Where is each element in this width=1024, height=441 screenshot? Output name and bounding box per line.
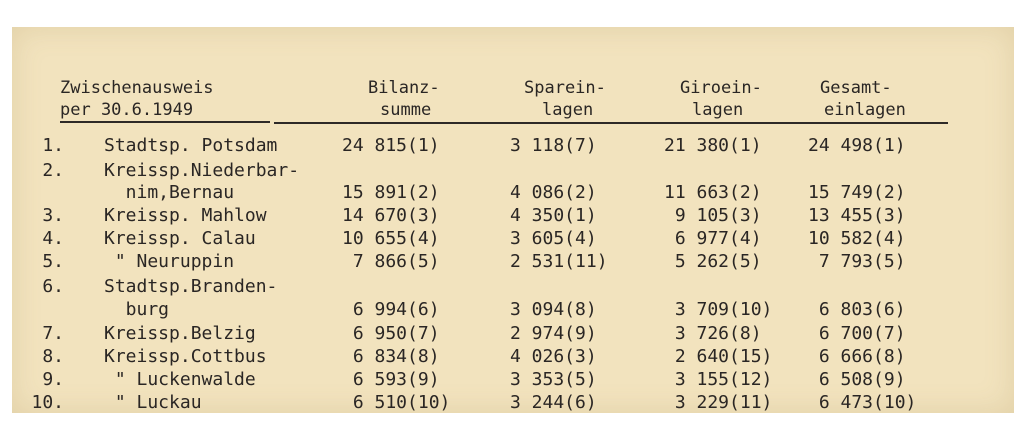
gesamt-value: 6 473(10): [808, 392, 917, 413]
col-giro-header-1: Giroein-: [680, 78, 762, 98]
gesamt-value: 6 803(6): [808, 299, 906, 320]
row-number: 7.: [42, 323, 64, 344]
row-label: " Luckenwalde: [104, 369, 256, 390]
spar-value: 3 353(5): [510, 369, 597, 390]
row-number: 9.: [42, 369, 64, 390]
gesamt-value: 7 793(5): [808, 251, 906, 272]
table-row: [12, 228, 1014, 250]
gesamt-value: 6 666(8): [808, 346, 906, 367]
spar-value: 3 244(6): [510, 392, 597, 413]
table-row: [12, 205, 1014, 227]
table-row: [12, 369, 1014, 391]
row-label: Kreissp. Mahlow: [104, 205, 267, 226]
giro-value: 6 977(4): [664, 228, 762, 249]
header-underline: [274, 122, 948, 124]
row-label: Kreissp.Belzig: [104, 323, 256, 344]
row-number: 10.: [31, 392, 64, 413]
col-giro-header-2: lagen: [692, 100, 744, 120]
bilanz-value: 14 670(3): [342, 205, 440, 226]
col-gesamt-header-1: Gesamt-: [820, 78, 892, 98]
title-underline: [60, 121, 270, 123]
giro-value: 11 663(2): [664, 182, 762, 203]
spar-value: 4 350(1): [510, 205, 597, 226]
table-row: [12, 251, 1014, 273]
giro-value: 3 709(10): [664, 299, 773, 320]
row-number: 1.: [42, 135, 64, 156]
bilanz-value: 6 994(6): [342, 299, 440, 320]
row-label: nim,Bernau: [104, 182, 235, 203]
row-number: 3.: [42, 205, 64, 226]
row-label: Stadtsp. Potsdam: [104, 135, 278, 156]
row-number: 6.: [42, 276, 64, 297]
row-label: " Neuruppin: [104, 251, 235, 272]
title-line-2: per 30.6.1949: [60, 100, 194, 120]
spar-value: 3 094(8): [510, 299, 597, 320]
table-row: [12, 299, 1014, 321]
row-label: Kreissp.Cottbus: [104, 346, 267, 367]
col-spar-header-2: lagen: [542, 100, 594, 120]
spar-value: 2 974(9): [510, 323, 597, 344]
col-spar-header-1: Sparein-: [524, 78, 606, 98]
table-row: [12, 135, 1014, 157]
title-line-1: Zwischenausweis: [60, 78, 214, 98]
gesamt-value: 15 749(2): [808, 182, 906, 203]
giro-value: 21 380(1): [664, 135, 762, 156]
giro-value: 9 105(3): [664, 205, 762, 226]
col-bilanz-header-2: summe: [380, 100, 432, 120]
table-row: [12, 160, 1014, 182]
gesamt-value: 24 498(1): [808, 135, 906, 156]
spar-value: 4 086(2): [510, 182, 597, 203]
bilanz-value: 7 866(5): [342, 251, 440, 272]
table-row: [12, 346, 1014, 368]
giro-value: 2 640(15): [664, 346, 773, 367]
gesamt-value: 10 582(4): [808, 228, 906, 249]
row-label: Kreissp. Calau: [104, 228, 256, 249]
giro-value: 3 155(12): [664, 369, 773, 390]
row-number: 8.: [42, 346, 64, 367]
gesamt-value: 13 455(3): [808, 205, 906, 226]
row-label: Kreissp.Niederbar-: [104, 160, 300, 181]
gesamt-value: 6 700(7): [808, 323, 906, 344]
bilanz-value: 6 834(8): [342, 346, 440, 367]
table-row: [12, 276, 1014, 298]
table-row: [12, 392, 1014, 414]
row-number: 2.: [42, 160, 64, 181]
bilanz-value: 6 510(10): [342, 392, 451, 413]
spar-value: 3 605(4): [510, 228, 597, 249]
row-number: 4.: [42, 228, 64, 249]
bilanz-value: 6 950(7): [342, 323, 440, 344]
spar-value: 4 026(3): [510, 346, 597, 367]
bilanz-value: 6 593(9): [342, 369, 440, 390]
giro-value: 3 229(11): [664, 392, 773, 413]
bilanz-value: 10 655(4): [342, 228, 440, 249]
bilanz-value: 15 891(2): [342, 182, 440, 203]
bilanz-value: 24 815(1): [342, 135, 440, 156]
row-label: burg: [104, 299, 170, 320]
document-page: [12, 27, 1014, 413]
spar-value: 2 531(11): [510, 251, 608, 272]
col-gesamt-header-2: einlagen: [824, 100, 906, 120]
giro-value: 3 726(8): [664, 323, 762, 344]
table-row: [12, 182, 1014, 204]
spar-value: 3 118(7): [510, 135, 597, 156]
col-bilanz-header-1: Bilanz-: [368, 78, 440, 98]
row-label: " Luckau: [104, 392, 202, 413]
table-row: [12, 323, 1014, 345]
row-label: Stadtsp.Branden-: [104, 276, 278, 297]
row-number: 5.: [42, 251, 64, 272]
giro-value: 5 262(5): [664, 251, 762, 272]
gesamt-value: 6 508(9): [808, 369, 906, 390]
